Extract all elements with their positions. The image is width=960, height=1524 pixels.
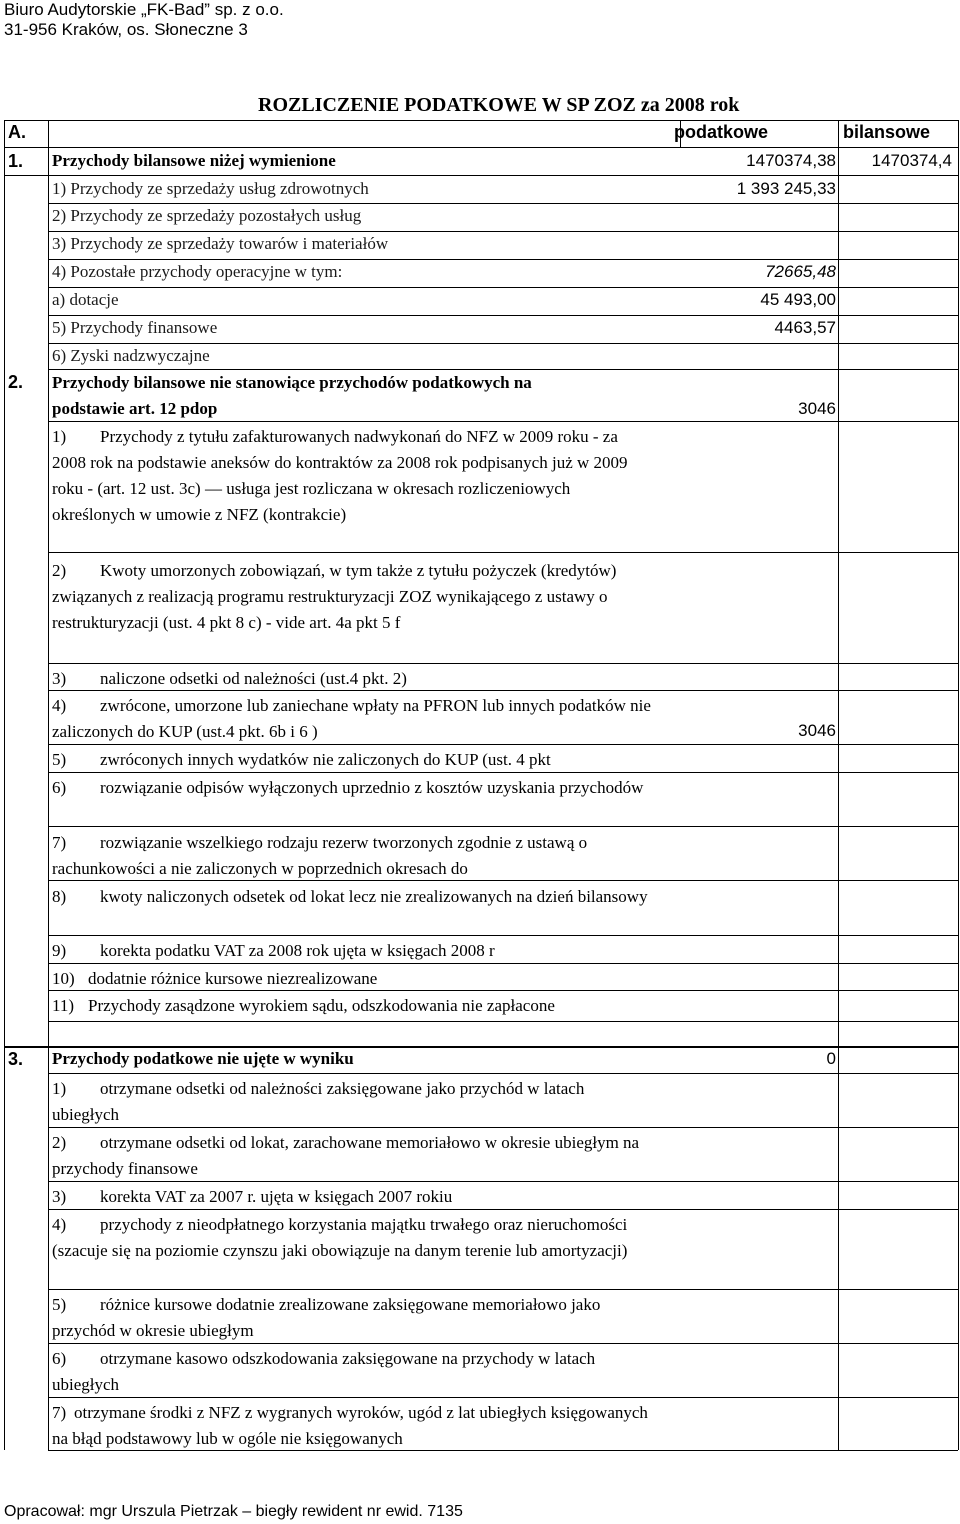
table-vertical-rule: [4, 120, 5, 1046]
section-3-item-text: przychody z nieodpłatnego korzystania majątku trwałego oraz nieruchomości (szacuje się na poziomie czynszu jaki obowiązuje na danym terenie lub amortyzacji): [52, 1215, 628, 1260]
section-3-item-number: 5): [52, 1295, 67, 1314]
section-1-item-value: 45 493,00: [760, 290, 836, 309]
section-2-item-number: 2): [52, 561, 67, 580]
section-3-item-text: otrzymane kasowo odszkodowania zaksięgowane na przychody w latach ubiegłych: [52, 1349, 596, 1394]
section-a-label: A.: [8, 122, 26, 142]
table-vertical-rule: [838, 120, 839, 1450]
table-horizontal-rule: [48, 1021, 958, 1022]
section-2-item-number: 9): [52, 941, 67, 960]
section-2-item: [52, 666, 652, 692]
table-horizontal-rule: [48, 315, 958, 316]
table-horizontal-rule: [4, 175, 958, 176]
section-1-item-label: 4) Pozostałe przychody operacyjne w tym:: [52, 262, 343, 281]
company-address: 31-956 Kraków, os. Słoneczne 3: [4, 20, 248, 39]
section-2-number: 2.: [8, 372, 24, 392]
section-2-tax-value: 3046: [798, 399, 836, 418]
table-vertical-rule: [4, 1046, 5, 1450]
table-vertical-rule: [958, 120, 959, 1450]
section-2-item: [52, 938, 652, 964]
section-2-item-text: Przychody z tytułu zafakturowanych nadwykonań do NFZ w 2009 roku - za 2008 rok na podstawie aneksów do kontraktów za 2008 rok podpisanych już w 2009 roku - (art. 12 ust. 3c) — usługa jest rozliczana w okresach rozliczeniowych określonych w umowie z NFZ (kontrakcie): [52, 427, 628, 524]
section-2-item-number: 10): [52, 969, 75, 988]
section-1-label: Przychody bilansowe niżej wymienione: [52, 151, 336, 170]
section-2-item: [52, 693, 652, 745]
table-horizontal-rule: [4, 120, 958, 121]
section-3-item-text: otrzymane środki z NFZ z wygranych wyroków, ugód z lat ubiegłych księgowanych na błąd podstawowy lub w ogóle nie księgowanych: [52, 1403, 648, 1448]
section-3-item: [52, 1292, 652, 1344]
section-1-item-value: 72665,48: [765, 262, 836, 281]
section-3-label: Przychody podatkowe nie ujęte w wyniku: [52, 1049, 354, 1068]
section-2-item-text: naliczone odsetki od należności (ust.4 pkt. 2): [100, 669, 407, 688]
table-horizontal-rule: [48, 1289, 958, 1290]
section-2-item-text: Kwoty umorzonych zobowiązań, w tym także z tytułu pożyczek (kredytów) związanych z realizacją programu restrukturyzacji ZOZ wynikającego z ustawy o restrukturyzacji (ust. 4 pkt 8 c) - vide art. 4a pkt 5 f: [52, 561, 617, 632]
table-horizontal-rule: [48, 287, 958, 288]
section-3-item: [52, 1400, 652, 1452]
section-2-label-line-1: Przychody bilansowe nie stanowiące przychodów podatkowych na: [52, 373, 532, 392]
section-3-item-text: otrzymane odsetki od lokat, zarachowane memoriałowo w okresie ubiegłym na przychody finansowe: [52, 1133, 640, 1178]
table-horizontal-rule: [48, 203, 958, 204]
section-1-item-value: 1 393 245,33: [736, 179, 836, 198]
section-2-item-text: korekta podatku VAT za 2008 rok ujęta w księgach 2008 r: [100, 941, 495, 960]
company-name: Biuro Audytorskie „FK-Bad” sp. z o.o.: [4, 0, 284, 19]
section-2-item-text: zwróconych innych wydatków nie zaliczonych do KUP (ust. 4 pkt: [100, 750, 551, 769]
section-1-item-label: 1) Przychody ze sprzedaży usług zdrowotnych: [52, 179, 369, 198]
table-horizontal-rule: [4, 1046, 958, 1048]
section-3-item: [52, 1076, 652, 1128]
table-horizontal-rule: [48, 663, 958, 664]
section-1-item-label: 3) Przychody ze sprzedaży towarów i materiałów: [52, 234, 389, 253]
table-horizontal-rule: [4, 147, 958, 148]
section-2-item: [52, 424, 652, 528]
section-2-item-number: 7): [52, 833, 67, 852]
section-2-item: [52, 747, 652, 773]
section-2-item-value: 3046: [798, 721, 836, 740]
section-2-item: [52, 884, 652, 910]
section-3-tax-value: 0: [826, 1049, 836, 1068]
section-3-item-text: korekta VAT za 2007 r. ujęta w księgach 2007 rokiu: [100, 1187, 453, 1206]
section-2-item-text: kwoty naliczonych odsetek od lokat lecz nie zrealizowanych na dzień bilansowy: [100, 887, 648, 906]
section-3-item-number: 2): [52, 1133, 67, 1152]
section-2-label-line-2: podstawie art. 12 pdop: [52, 399, 218, 418]
section-3-number: 3.: [8, 1049, 24, 1069]
section-2-item-text: rozwiązanie wszelkiego rodzaju rezerw tworzonych zgodnie z ustawą o rachunkowości a nie zaliczonych w poprzednich okresach do: [52, 833, 588, 878]
section-3-item-number: 6): [52, 1349, 67, 1368]
section-2-item-number: 1): [52, 427, 67, 446]
section-2-item: [52, 966, 652, 992]
prepared-by-footer: Opracował: mgr Urszula Pietrzak – biegły rewident nr ewid. 7135: [4, 1503, 463, 1520]
section-2-item-text: rozwiązanie odpisów wyłączonych uprzednio z kosztów uzyskania przychodów: [100, 778, 644, 797]
section-3-item-text: otrzymane odsetki od należności zaksięgowane jako przychód w latach ubiegłych: [52, 1079, 585, 1124]
section-2-item-number: 5): [52, 750, 67, 769]
section-3-item-text: różnice kursowe dodatnie zrealizowane zaksięgowane memoriałowo jako przychód w okresie ubiegłym: [52, 1295, 601, 1340]
section-1-tax-value: 1470374,38: [746, 151, 836, 170]
section-2-item: [52, 558, 652, 636]
section-1-item-label: a) dotacje: [52, 290, 119, 309]
section-2-item-number: 8): [52, 887, 67, 906]
section-3-item-number: 3): [52, 1187, 67, 1206]
section-1-item-label: 5) Przychody finansowe: [52, 318, 218, 337]
section-3-item-number: 4): [52, 1215, 67, 1234]
table-horizontal-rule: [48, 1073, 958, 1074]
table-horizontal-rule: [48, 231, 958, 232]
section-3-item: [52, 1346, 652, 1398]
section-2-item-number: 3): [52, 669, 67, 688]
table-vertical-rule: [48, 120, 49, 1450]
table-horizontal-rule: [48, 552, 958, 553]
section-2-item-text: dodatnie różnice kursowe niezrealizowane: [88, 969, 378, 988]
section-2-item-number: 6): [52, 778, 67, 797]
table-horizontal-rule: [48, 826, 958, 827]
document-title: ROZLICZENIE PODATKOWE W SP ZOZ za 2008 rok: [258, 94, 740, 116]
table-horizontal-rule: [48, 369, 958, 370]
section-1-number: 1.: [8, 151, 24, 171]
section-3-item: [52, 1212, 652, 1264]
section-3-item: [52, 1130, 652, 1182]
section-3-item: [52, 1184, 652, 1210]
section-1-item-label: 2) Przychody ze sprzedaży pozostałych usług: [52, 206, 362, 225]
section-3-item-number: 1): [52, 1079, 67, 1098]
section-2-item-number: 11): [52, 996, 75, 1015]
section-2-item: [52, 830, 652, 882]
table-horizontal-rule: [48, 259, 958, 260]
section-1-item-value: 4463,57: [774, 318, 836, 337]
section-1-balance-value: 1470374,4: [871, 151, 952, 170]
balance-column-header: bilansowe: [843, 122, 931, 142]
section-2-item-text: Przychody zasądzone wyrokiem sądu, odszkodowania nie zapłacone: [88, 996, 555, 1015]
section-1-item-label: 6) Zyski nadzwyczajne: [52, 346, 210, 365]
table-horizontal-rule: [48, 343, 958, 344]
section-2-item-number: 4): [52, 696, 67, 715]
section-2-item-text: zwrócone, umorzone lub zaniechane wpłaty na PFRON lub innych podatków nie zaliczonych do KUP (ust.4 pkt. 6b i 6 ): [52, 696, 651, 741]
tax-column-header: podatkowe: [674, 122, 769, 142]
section-3-item-number: 7): [52, 1403, 67, 1422]
section-2-item: [52, 775, 652, 801]
table-horizontal-rule: [48, 421, 958, 422]
table-horizontal-rule: [48, 935, 958, 936]
section-2-item: [52, 993, 652, 1019]
